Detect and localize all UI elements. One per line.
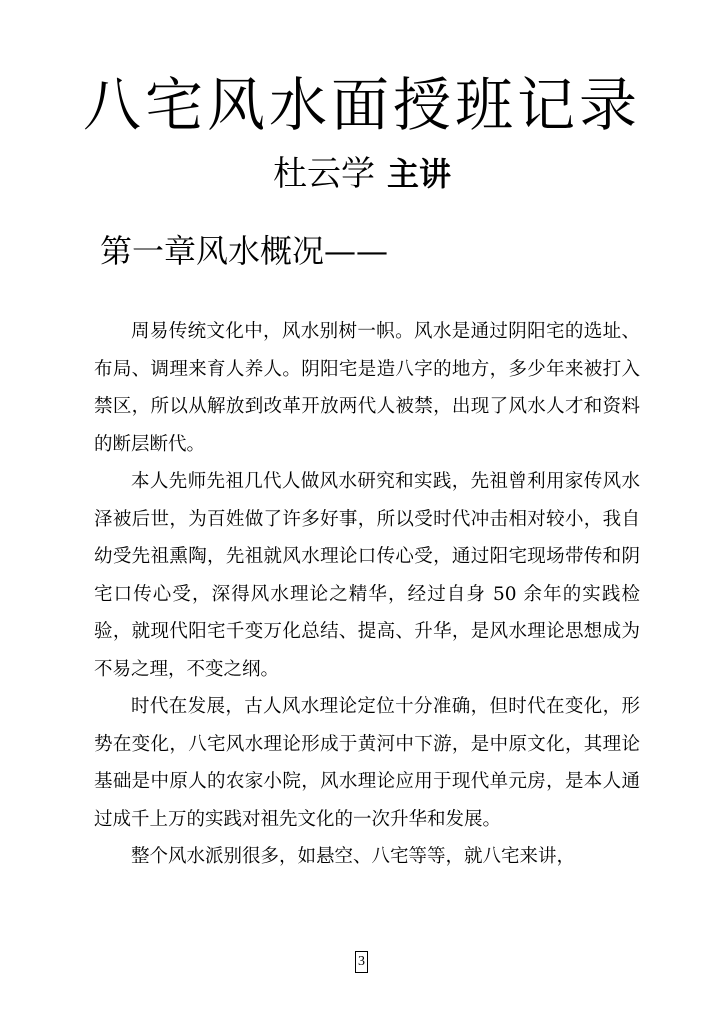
author-role: 主讲 bbox=[386, 155, 451, 193]
page-number: 3 bbox=[355, 951, 368, 973]
document-title: 八宅风水面授班记录 bbox=[82, 71, 641, 139]
author-line bbox=[0, 152, 724, 196]
body-text bbox=[94, 313, 640, 876]
paragraph-1: 周易传统文化中，风水别树一帜。风水是通过阴阳宅的选址、布局、调理来育人养人。阴阳宅是造八字的地方，多少年来被打入禁区，所以从解放到改革开放两代人被禁，出现了风水人才和资料的断层断代。 bbox=[94, 321, 640, 455]
paragraph-2: 本人先师先祖几代人做风水研究和实践，先祖曾利用家传风水泽被后世，为百姓做了许多好事，所以受时代冲击相对较小，我自幼受先祖熏陶，先祖就风水理论口传心受，通过阳宅现场带传和阴宅口传心受，深得风水理论之精华，经过自身 50 余年的实践检验，就现代阳宅千变万化总结、提高、升华，是风水理论思想成为不易之理，不变之纲。 bbox=[94, 471, 640, 680]
paragraph-4: 整个风水派别很多，如悬空、八宅等等，就八宅来讲， bbox=[131, 846, 576, 867]
paragraph-3: 时代在发展，古人风水理论定位十分准确，但时代在变化，形势在变化，八宅风水理论形成于黄河中下游，是中原文化，其理论基础是中原人的农家小院，风水理论应用于现代单元房，是本人通过成千上万的实践对祖先文化的一次升华和发展。 bbox=[94, 696, 640, 830]
author-name: 杜云学 bbox=[272, 154, 375, 194]
chapter-heading: 第一章风水概况—— bbox=[100, 232, 389, 270]
